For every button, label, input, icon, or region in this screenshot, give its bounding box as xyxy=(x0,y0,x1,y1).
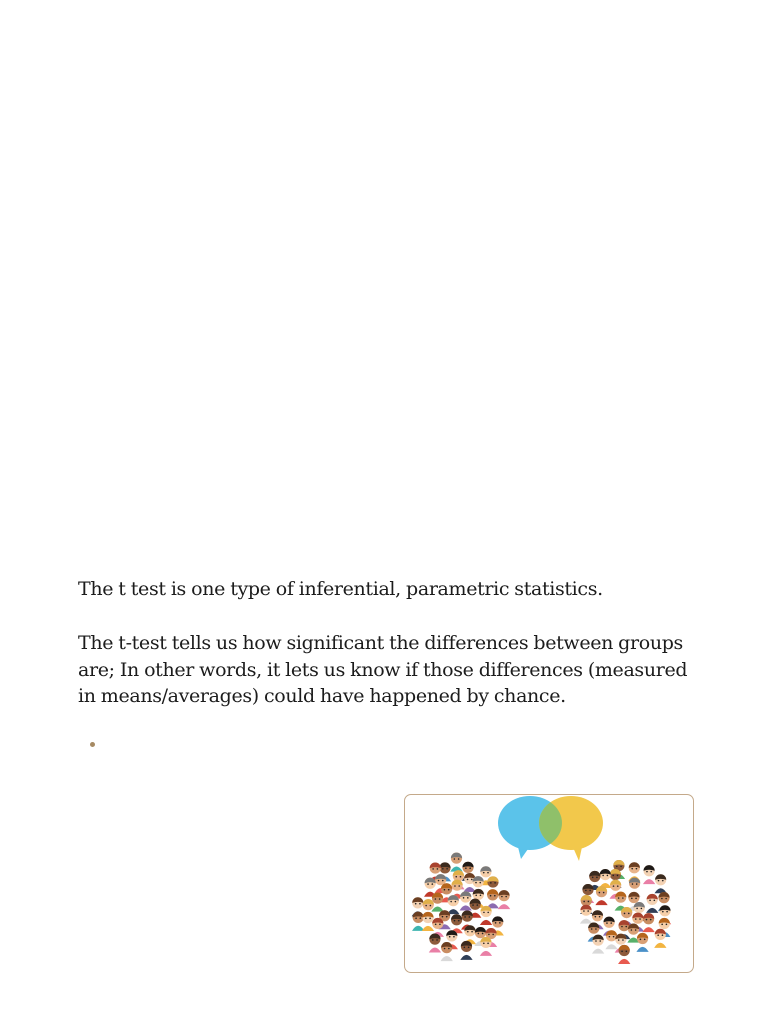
paragraph-ttest-type: The t test is one type of inferential, parametric statistics. xyxy=(78,578,603,600)
speech-bubbles xyxy=(498,796,603,861)
empty-bullet-point xyxy=(90,742,95,747)
people-groups-illustration xyxy=(404,794,694,973)
crowd-speech-bubbles-image xyxy=(405,795,693,972)
paragraph-ttest-explanation: The t-test tells us how significant the differences between groups are; In other words, it lets us know if those differences (measured in means/averages) could have happened by chance. xyxy=(78,632,688,707)
crowd-right-group xyxy=(580,860,671,964)
crowd-left-group xyxy=(412,853,511,962)
